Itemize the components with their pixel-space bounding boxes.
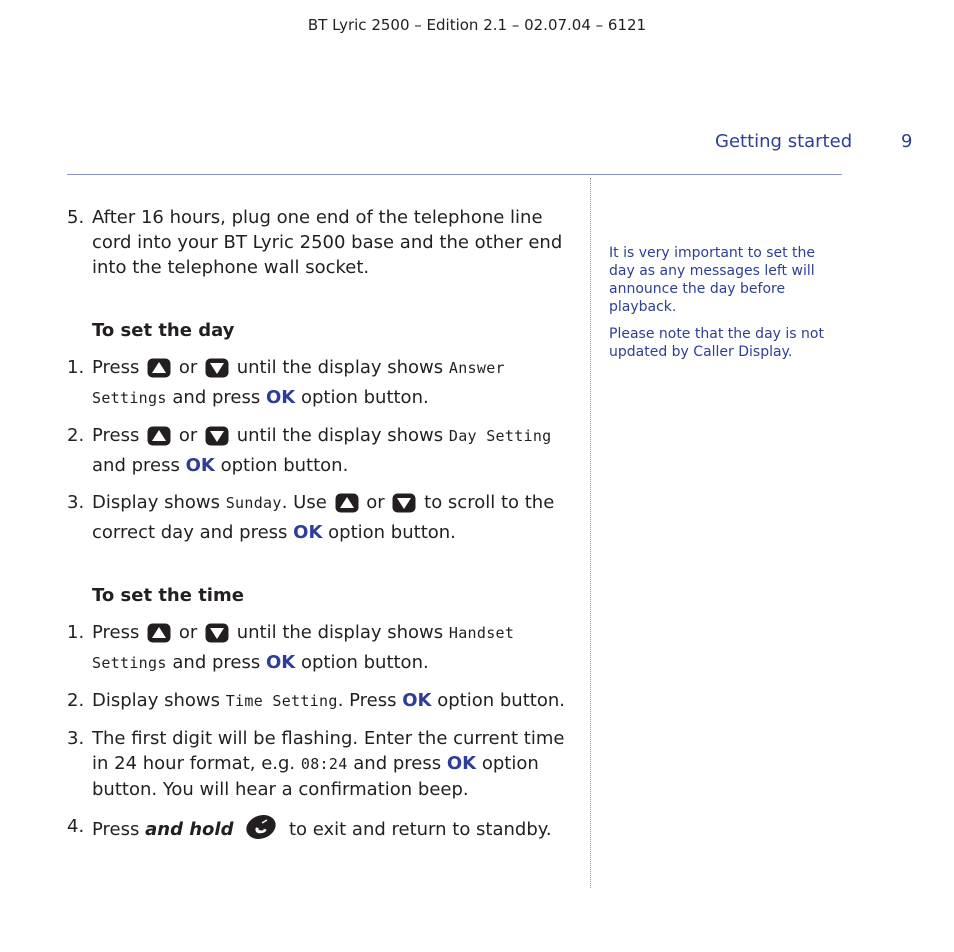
step-text: or xyxy=(178,425,198,446)
step-text: option button. xyxy=(300,387,429,408)
step-text: or xyxy=(366,492,385,513)
day-step-3 xyxy=(67,490,577,545)
time-step-1 xyxy=(67,620,577,676)
step-number: 3. xyxy=(67,728,85,749)
step-text: to exit and return to standby. xyxy=(288,819,552,840)
step-number: 5. xyxy=(67,207,85,228)
time-step-3 xyxy=(67,726,577,802)
column-divider xyxy=(590,178,591,888)
ok-label: OK xyxy=(265,387,296,408)
scroll-down-icon xyxy=(392,493,416,520)
step-5 xyxy=(67,205,577,280)
scroll-down-icon xyxy=(205,358,229,385)
display-text: Handset Settings xyxy=(92,624,515,672)
step-text: Press xyxy=(92,622,140,643)
step-text: option button. xyxy=(437,690,565,711)
step-text: Press xyxy=(92,357,140,378)
header-rule xyxy=(67,174,842,175)
ok-label: OK xyxy=(185,455,215,476)
step-number: 4. xyxy=(67,816,85,837)
step-number: 3. xyxy=(67,492,85,513)
scroll-up-icon xyxy=(147,358,171,385)
day-step-1 xyxy=(67,355,577,411)
time-step-4 xyxy=(67,814,577,847)
display-text: Time Setting xyxy=(225,692,338,710)
step-number: 2. xyxy=(67,690,85,711)
note-caller-display: Please note that the day is not updated by Caller Display. xyxy=(609,326,824,360)
scroll-down-icon xyxy=(205,426,229,453)
step-text: until the display shows xyxy=(236,357,444,378)
step-text: Press xyxy=(92,819,140,840)
sidebar-notes xyxy=(609,244,844,370)
step-number: 1. xyxy=(67,357,85,378)
scroll-down-icon xyxy=(205,623,229,650)
step-number: 2. xyxy=(67,425,85,446)
display-text: Day Setting xyxy=(448,427,552,445)
step-text: Press xyxy=(92,425,140,446)
section-title: Getting started xyxy=(715,131,853,152)
edition-line: BT Lyric 2500 – Edition 2.1 – 02.07.04 – 6121 xyxy=(307,16,647,34)
step-text: and press xyxy=(353,753,442,774)
main-column xyxy=(67,205,577,847)
step-text: . Press xyxy=(337,690,397,711)
ok-label: OK xyxy=(265,652,296,673)
step-text: option button. xyxy=(300,652,429,673)
display-text: Sunday xyxy=(225,494,282,512)
and-hold-text: and hold xyxy=(145,819,234,840)
heading-set-day: To set the day xyxy=(92,320,235,341)
day-step-2 xyxy=(67,423,577,478)
step-text: until the display shows xyxy=(236,425,444,446)
end-call-icon xyxy=(245,814,277,847)
step-text: option button. You will hear a confirmation beep. xyxy=(92,753,539,800)
step-text: option button. xyxy=(220,455,349,476)
step-text: or xyxy=(178,622,198,643)
note-set-day: It is very important to set the day as any messages left will announce the day before playback. xyxy=(609,245,816,315)
step-text: and press xyxy=(172,387,261,408)
step-text: and press xyxy=(172,652,261,673)
heading-set-time: To set the time xyxy=(92,585,244,606)
ok-label: OK xyxy=(293,522,323,543)
step-text: After 16 hours, plug one end of the telephone line cord into your BT Lyric 2500 base and the other end into the telephone wall socket. xyxy=(92,207,563,278)
step-text: until the display shows xyxy=(236,622,444,643)
step-text: Display shows xyxy=(92,690,220,711)
page-number: 9 xyxy=(901,131,913,152)
step-text: option button. xyxy=(328,522,456,543)
step-number: 1. xyxy=(67,622,85,643)
scroll-up-icon xyxy=(335,493,359,520)
display-text: Answer Settings xyxy=(92,359,505,407)
step-text: . Use xyxy=(281,492,327,513)
time-step-2 xyxy=(67,688,577,714)
step-text: Display shows xyxy=(92,492,220,513)
scroll-up-icon xyxy=(147,426,171,453)
time-example: 08:24 xyxy=(300,755,348,773)
scroll-up-icon xyxy=(147,623,171,650)
ok-label: OK xyxy=(446,753,477,774)
step-text: or xyxy=(178,357,198,378)
step-text: and press xyxy=(92,455,180,476)
ok-label: OK xyxy=(402,690,432,711)
step-text: The first digit will be flashing. Enter the current time in 24 hour format, e.g. xyxy=(92,728,565,774)
step-text: to scroll to the correct day and press xyxy=(92,492,555,543)
